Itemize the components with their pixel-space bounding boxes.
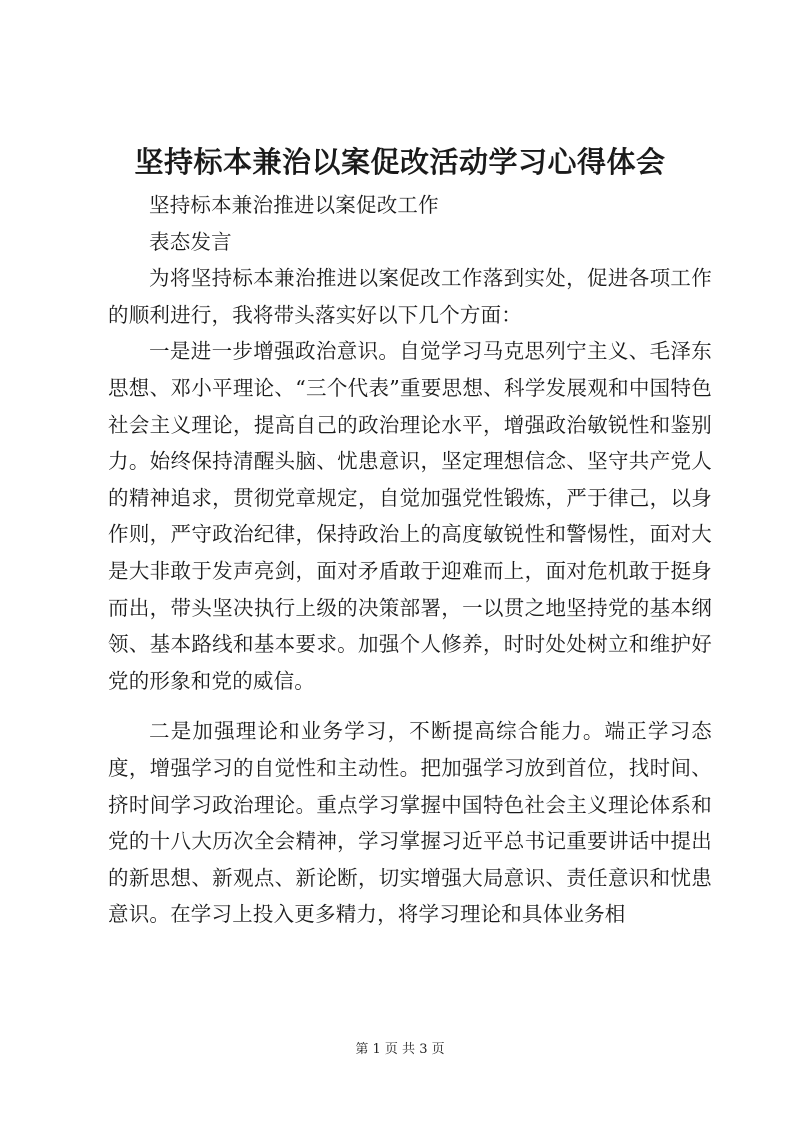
page-footer: 第 1 页 共 3 页 bbox=[355, 1042, 445, 1057]
paragraph-point-two: 二是加强理论和业务学习，不断提高综合能力。端正学习态度，增强学习的自觉性和主动性。把加强学习放到首位，找时间、挤时间学习政治理论。重点学习掌握中国特色社会主义理论体系和党的十八大历次全会精神，学习掌握习近平总书记重要讲话中提出的新思想、新观点、新论断，切实增强大局意识、责任意识和忧患意识。在学习上投入更多精力，将学习理论和具体业务相 bbox=[108, 719, 712, 927]
paragraph-speech-label: 表态发言 bbox=[149, 229, 232, 254]
paragraph-point-one: 一是进一步增强政治意识。自觉学习马克思列宁主义、毛泽东思想、邓小平理论、“三个代表”重要思想、科学发展观和中国特色社会主义理论，提高自己的政治理论水平，增强政治敏锐性和鉴别力。始终保持清醒头脑、忧患意识，坚定理想信念、坚守共产党人的精神追求，贯彻党章规定，自觉加强党性锻炼，严于律己，以身作则，严守政治纪律，保持政治上的高度敏锐性和警惕性，面对大是大非敢于发声亮剑，面对矛盾敢于迎难而上，面对危机敢于挺身而出，带头坚决执行上级的决策部署，一以贯之地坚持党的基本纲领、基本路线和基本要求。加强个人修养，时时处处树立和维护好党的形象和党的威信。 bbox=[108, 339, 712, 693]
paragraph-intro: 为将坚持标本兼治推进以案促改工作落到实处，促进各项工作的顺利进行，我将带头落实好以下几个方面： bbox=[108, 266, 712, 327]
document-title: 坚持标本兼治以案促改活动学习心得体会 bbox=[134, 145, 666, 179]
document-body bbox=[108, 187, 712, 933]
paragraph-subtitle: 坚持标本兼治推进以案促改工作 bbox=[149, 193, 439, 217]
